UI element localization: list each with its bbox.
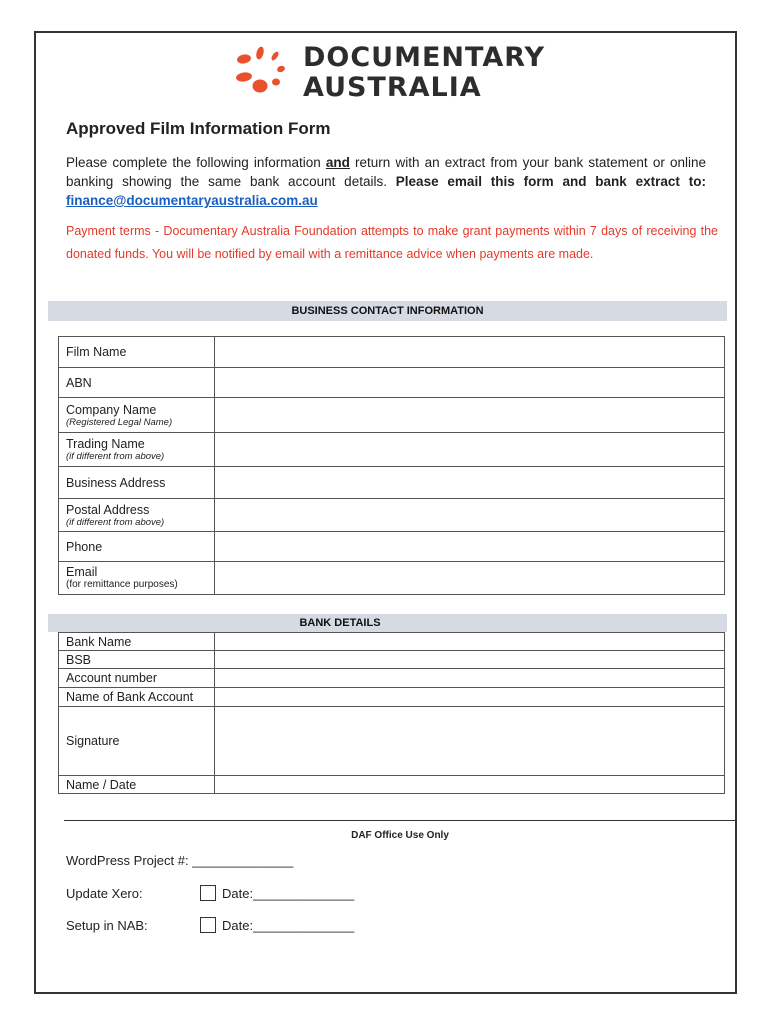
name-date-label: Name / Date xyxy=(59,776,215,794)
table-row xyxy=(59,776,725,794)
company-name-field[interactable] xyxy=(215,398,725,433)
signature-label: Signature xyxy=(59,707,215,776)
xero-date-line: Date:______________ xyxy=(222,886,355,901)
name-date-field[interactable] xyxy=(215,776,725,794)
trading-name-label: Trading Name (if different from above) xyxy=(59,433,215,467)
phone-label: Phone xyxy=(59,532,215,562)
phone-field[interactable] xyxy=(215,532,725,562)
logo-word-1: DOCUMENTARY xyxy=(303,42,546,73)
postal-address-label: Postal Address (if different from above) xyxy=(59,499,215,532)
email-field[interactable] xyxy=(215,562,725,595)
table-row xyxy=(59,433,725,467)
table-row xyxy=(59,467,725,499)
business-section-heading: BUSINESS CONTACT INFORMATION xyxy=(48,301,727,321)
table-row xyxy=(59,368,725,398)
table-row xyxy=(59,398,725,433)
abn-field[interactable] xyxy=(215,368,725,398)
table-row xyxy=(59,707,725,776)
table-row xyxy=(59,633,725,651)
business-address-label: Business Address xyxy=(59,467,215,499)
logo-mark-icon xyxy=(230,42,300,102)
office-use-heading: DAF Office Use Only xyxy=(351,830,449,841)
setup-nab-label: Setup in NAB: xyxy=(66,918,148,933)
table-row xyxy=(59,688,725,707)
intro-paragraph: Please complete the following information and return with an extract from your bank statement or online banking showing the same bank account details. Please email this form and bank extract to: finance@documentaryaustralia.com.au xyxy=(66,155,706,208)
business-contact-table xyxy=(58,336,725,595)
table-row xyxy=(59,651,725,669)
setup-nab-checkbox[interactable] xyxy=(200,917,216,933)
trading-name-field[interactable] xyxy=(215,433,725,467)
account-number-field[interactable] xyxy=(215,669,725,688)
table-row xyxy=(59,532,725,562)
form-title: Approved Film Information Form xyxy=(66,119,331,138)
table-row xyxy=(59,562,725,595)
table-row xyxy=(59,337,725,368)
table-row xyxy=(59,499,725,532)
account-name-field[interactable] xyxy=(215,688,725,707)
update-xero-checkbox[interactable] xyxy=(200,885,216,901)
finance-email-link[interactable]: finance@documentaryaustralia.com.au xyxy=(66,193,318,208)
update-xero-label: Update Xero: xyxy=(66,886,143,901)
payment-terms: Payment terms - Documentary Australia Foundation attempts to make grant payments within 7 days of receiving the donated funds. You will be notified by email with a remittance advice when payments are made. xyxy=(66,224,718,261)
bank-section-heading: BANK DETAILS xyxy=(48,614,727,632)
bsb-label: BSB xyxy=(59,651,215,669)
film-name-field[interactable] xyxy=(215,337,725,368)
logo-word-2: AUSTRALIA xyxy=(303,72,482,103)
bank-name-field[interactable] xyxy=(215,633,725,651)
account-number-label: Account number xyxy=(59,669,215,688)
company-name-label: Company Name (Registered Legal Name) xyxy=(59,398,215,433)
signature-field[interactable] xyxy=(215,707,725,776)
abn-label: ABN xyxy=(59,368,215,398)
bsb-field[interactable] xyxy=(215,651,725,669)
nab-date-line: Date:______________ xyxy=(222,918,355,933)
postal-address-field[interactable] xyxy=(215,499,725,532)
wordpress-project-line: WordPress Project #: ______________ xyxy=(66,853,294,868)
film-name-label: Film Name xyxy=(59,337,215,368)
business-address-field[interactable] xyxy=(215,467,725,499)
bank-details-table xyxy=(58,632,725,794)
email-label: Email (for remittance purposes) xyxy=(59,562,215,595)
bank-name-label: Bank Name xyxy=(59,633,215,651)
account-name-label: Name of Bank Account xyxy=(59,688,215,707)
table-row xyxy=(59,669,725,688)
divider xyxy=(64,820,736,821)
